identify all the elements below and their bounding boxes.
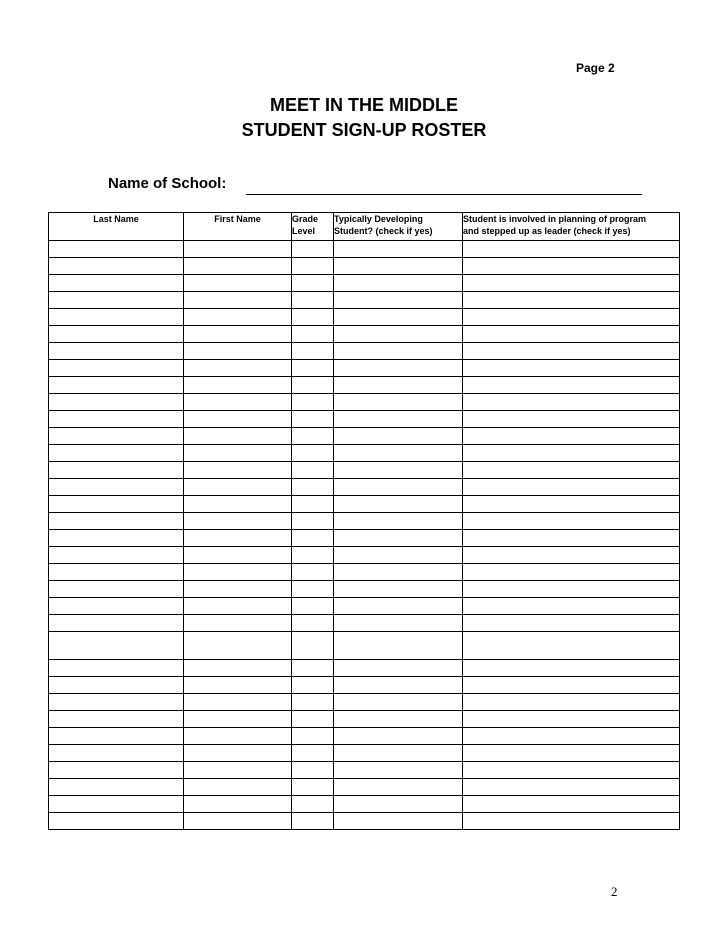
cell-grade-level[interactable] — [292, 779, 334, 796]
table-row — [49, 343, 680, 360]
cell-first-name[interactable] — [184, 513, 292, 530]
cell-typically-developing[interactable] — [334, 581, 463, 598]
cell-last-name[interactable] — [49, 530, 184, 547]
cell-first-name[interactable] — [184, 530, 292, 547]
cell-typically-developing[interactable] — [334, 598, 463, 615]
cell-first-name[interactable] — [184, 632, 292, 660]
cell-leader[interactable] — [463, 779, 680, 796]
table-row — [49, 275, 680, 292]
cell-typically-developing[interactable] — [334, 462, 463, 479]
cell-grade-level[interactable] — [292, 258, 334, 275]
cell-leader[interactable] — [463, 258, 680, 275]
cell-typically-developing[interactable] — [334, 762, 463, 779]
cell-first-name[interactable] — [184, 598, 292, 615]
cell-leader[interactable] — [463, 598, 680, 615]
cell-typically-developing[interactable] — [334, 377, 463, 394]
table-row — [49, 745, 680, 762]
cell-grade-level[interactable] — [292, 745, 334, 762]
cell-first-name[interactable] — [184, 241, 292, 258]
cell-typically-developing[interactable] — [334, 411, 463, 428]
cell-last-name[interactable] — [49, 564, 184, 581]
cell-grade-level[interactable] — [292, 530, 334, 547]
cell-grade-level[interactable] — [292, 813, 334, 830]
cell-first-name[interactable] — [184, 779, 292, 796]
cell-typically-developing[interactable] — [334, 779, 463, 796]
cell-last-name[interactable] — [49, 275, 184, 292]
cell-first-name[interactable] — [184, 326, 292, 343]
cell-first-name[interactable] — [184, 581, 292, 598]
cell-leader[interactable] — [463, 513, 680, 530]
cell-grade-level[interactable] — [292, 309, 334, 326]
cell-last-name[interactable] — [49, 598, 184, 615]
cell-first-name[interactable] — [184, 711, 292, 728]
header-grade-line-2: Level — [292, 226, 316, 236]
cell-last-name[interactable] — [49, 292, 184, 309]
cell-leader[interactable] — [463, 530, 680, 547]
cell-typically-developing[interactable] — [334, 530, 463, 547]
cell-typically-developing[interactable] — [334, 711, 463, 728]
cell-first-name[interactable] — [184, 796, 292, 813]
table-row — [49, 326, 680, 343]
header-grade-line-1: Grade — [292, 214, 319, 224]
cell-typically-developing[interactable] — [334, 428, 463, 445]
cell-grade-level[interactable] — [292, 728, 334, 745]
table-row — [49, 411, 680, 428]
cell-grade-level[interactable] — [292, 411, 334, 428]
header-last-name: Last Name — [49, 213, 184, 241]
cell-last-name[interactable] — [49, 694, 184, 711]
cell-leader[interactable] — [463, 428, 680, 445]
cell-grade-level[interactable] — [292, 513, 334, 530]
cell-grade-level[interactable] — [292, 479, 334, 496]
cell-last-name[interactable] — [49, 309, 184, 326]
cell-typically-developing[interactable] — [334, 632, 463, 660]
header-grade-level — [292, 213, 334, 241]
table-row — [49, 598, 680, 615]
cell-typically-developing[interactable] — [334, 360, 463, 377]
cell-leader[interactable] — [463, 796, 680, 813]
cell-first-name[interactable] — [184, 411, 292, 428]
cell-grade-level[interactable] — [292, 796, 334, 813]
cell-leader[interactable] — [463, 660, 680, 677]
table-row — [49, 694, 680, 711]
cell-first-name[interactable] — [184, 677, 292, 694]
cell-grade-level[interactable] — [292, 660, 334, 677]
cell-leader[interactable] — [463, 728, 680, 745]
cell-last-name[interactable] — [49, 326, 184, 343]
cell-grade-level[interactable] — [292, 677, 334, 694]
cell-first-name[interactable] — [184, 496, 292, 513]
header-typically-developing — [334, 213, 463, 241]
cell-last-name[interactable] — [49, 632, 184, 660]
cell-leader[interactable] — [463, 496, 680, 513]
cell-leader[interactable] — [463, 745, 680, 762]
cell-grade-level[interactable] — [292, 292, 334, 309]
cell-last-name[interactable] — [49, 394, 184, 411]
cell-leader[interactable] — [463, 411, 680, 428]
cell-last-name[interactable] — [49, 813, 184, 830]
cell-first-name[interactable] — [184, 813, 292, 830]
table-row — [49, 547, 680, 564]
cell-grade-level[interactable] — [292, 615, 334, 632]
cell-last-name[interactable] — [49, 660, 184, 677]
cell-leader[interactable] — [463, 241, 680, 258]
cell-leader[interactable] — [463, 394, 680, 411]
header-typical-line-1: Typically Developing — [334, 214, 423, 224]
cell-grade-level[interactable] — [292, 711, 334, 728]
cell-typically-developing[interactable] — [334, 343, 463, 360]
cell-first-name[interactable] — [184, 547, 292, 564]
cell-typically-developing[interactable] — [334, 813, 463, 830]
cell-leader[interactable] — [463, 377, 680, 394]
cell-first-name[interactable] — [184, 258, 292, 275]
cell-typically-developing[interactable] — [334, 745, 463, 762]
table-row — [49, 428, 680, 445]
cell-typically-developing[interactable] — [334, 513, 463, 530]
cell-last-name[interactable] — [49, 428, 184, 445]
cell-typically-developing[interactable] — [334, 496, 463, 513]
cell-grade-level[interactable] — [292, 275, 334, 292]
table-row — [49, 377, 680, 394]
cell-last-name[interactable] — [49, 762, 184, 779]
cell-grade-level[interactable] — [292, 377, 334, 394]
header-first-name: First Name — [184, 213, 292, 241]
cell-first-name[interactable] — [184, 377, 292, 394]
cell-first-name[interactable] — [184, 292, 292, 309]
footer-page-number: 2 — [611, 884, 618, 899]
cell-last-name[interactable] — [49, 547, 184, 564]
cell-first-name[interactable] — [184, 479, 292, 496]
cell-typically-developing[interactable] — [334, 728, 463, 745]
cell-grade-level[interactable] — [292, 343, 334, 360]
header-leader — [463, 213, 680, 241]
cell-typically-developing[interactable] — [334, 275, 463, 292]
cell-first-name[interactable] — [184, 309, 292, 326]
table-row — [49, 779, 680, 796]
cell-leader[interactable] — [463, 564, 680, 581]
table-row — [49, 632, 680, 660]
table-row — [49, 462, 680, 479]
cell-leader[interactable] — [463, 343, 680, 360]
table-row — [49, 445, 680, 462]
cell-grade-level[interactable] — [292, 326, 334, 343]
cell-typically-developing[interactable] — [334, 564, 463, 581]
cell-grade-level[interactable] — [292, 632, 334, 660]
cell-typically-developing[interactable] — [334, 677, 463, 694]
cell-last-name[interactable] — [49, 728, 184, 745]
header-typical-line-2: Student? (check if yes) — [334, 226, 433, 236]
cell-last-name[interactable] — [49, 258, 184, 275]
roster-table — [48, 212, 680, 830]
cell-last-name[interactable] — [49, 615, 184, 632]
cell-typically-developing[interactable] — [334, 258, 463, 275]
cell-leader[interactable] — [463, 813, 680, 830]
cell-typically-developing[interactable] — [334, 660, 463, 677]
table-row — [49, 711, 680, 728]
cell-last-name[interactable] — [49, 411, 184, 428]
title-line-1: MEET IN THE MIDDLE — [270, 95, 458, 115]
table-row — [49, 292, 680, 309]
title-line-2: STUDENT SIGN-UP ROSTER — [241, 120, 487, 140]
cell-grade-level[interactable] — [292, 241, 334, 258]
cell-typically-developing[interactable] — [334, 479, 463, 496]
cell-last-name[interactable] — [49, 377, 184, 394]
cell-typically-developing[interactable] — [334, 615, 463, 632]
cell-leader[interactable] — [463, 309, 680, 326]
table-row — [49, 813, 680, 830]
cell-first-name[interactable] — [184, 360, 292, 377]
cell-first-name[interactable] — [184, 745, 292, 762]
header-leader-line-1: Student is involved in planning of program — [463, 214, 647, 224]
cell-leader[interactable] — [463, 360, 680, 377]
cell-last-name[interactable] — [49, 677, 184, 694]
table-row — [49, 241, 680, 258]
cell-grade-level[interactable] — [292, 762, 334, 779]
table-row — [49, 496, 680, 513]
table-row — [49, 728, 680, 745]
table-row — [49, 581, 680, 598]
table-row — [49, 762, 680, 779]
cell-last-name[interactable] — [49, 445, 184, 462]
cell-typically-developing[interactable] — [334, 309, 463, 326]
cell-grade-level[interactable] — [292, 496, 334, 513]
cell-last-name[interactable] — [49, 581, 184, 598]
cell-typically-developing[interactable] — [334, 796, 463, 813]
table-row — [49, 258, 680, 275]
cell-leader[interactable] — [463, 462, 680, 479]
header-leader-line-2: and stepped up as leader (check if yes) — [463, 226, 631, 236]
cell-leader[interactable] — [463, 479, 680, 496]
cell-last-name[interactable] — [49, 745, 184, 762]
page-label: Page 2 — [576, 61, 615, 75]
cell-first-name[interactable] — [184, 394, 292, 411]
table-row — [49, 530, 680, 547]
cell-first-name[interactable] — [184, 564, 292, 581]
cell-leader[interactable] — [463, 581, 680, 598]
cell-grade-level[interactable] — [292, 428, 334, 445]
cell-last-name[interactable] — [49, 462, 184, 479]
cell-typically-developing[interactable] — [334, 394, 463, 411]
cell-grade-level[interactable] — [292, 547, 334, 564]
cell-leader[interactable] — [463, 326, 680, 343]
cell-grade-level[interactable] — [292, 462, 334, 479]
table-row — [49, 394, 680, 411]
cell-grade-level[interactable] — [292, 394, 334, 411]
cell-first-name[interactable] — [184, 728, 292, 745]
cell-leader[interactable] — [463, 711, 680, 728]
cell-last-name[interactable] — [49, 241, 184, 258]
cell-grade-level[interactable] — [292, 564, 334, 581]
table-row — [49, 564, 680, 581]
roster-body — [49, 241, 680, 830]
table-row — [49, 796, 680, 813]
school-name-field[interactable] — [246, 194, 642, 195]
school-name-label: Name of School: — [108, 175, 227, 192]
table-row — [49, 677, 680, 694]
cell-grade-level[interactable] — [292, 581, 334, 598]
cell-leader[interactable] — [463, 694, 680, 711]
cell-last-name[interactable] — [49, 360, 184, 377]
cell-typically-developing[interactable] — [334, 547, 463, 564]
cell-typically-developing[interactable] — [334, 326, 463, 343]
cell-typically-developing[interactable] — [334, 292, 463, 309]
cell-first-name[interactable] — [184, 762, 292, 779]
cell-leader[interactable] — [463, 292, 680, 309]
cell-typically-developing[interactable] — [334, 694, 463, 711]
cell-last-name[interactable] — [49, 711, 184, 728]
cell-last-name[interactable] — [49, 496, 184, 513]
cell-typically-developing[interactable] — [334, 241, 463, 258]
cell-first-name[interactable] — [184, 462, 292, 479]
cell-last-name[interactable] — [49, 479, 184, 496]
table-row — [49, 479, 680, 496]
cell-first-name[interactable] — [184, 694, 292, 711]
cell-first-name[interactable] — [184, 275, 292, 292]
cell-leader[interactable] — [463, 677, 680, 694]
cell-first-name[interactable] — [184, 445, 292, 462]
cell-leader[interactable] — [463, 547, 680, 564]
cell-grade-level[interactable] — [292, 598, 334, 615]
table-row — [49, 615, 680, 632]
cell-first-name[interactable] — [184, 343, 292, 360]
cell-grade-level[interactable] — [292, 445, 334, 462]
cell-grade-level[interactable] — [292, 360, 334, 377]
table-row — [49, 513, 680, 530]
table-row — [49, 309, 680, 326]
cell-typically-developing[interactable] — [334, 445, 463, 462]
table-row — [49, 660, 680, 677]
cell-last-name[interactable] — [49, 796, 184, 813]
cell-first-name[interactable] — [184, 615, 292, 632]
cell-last-name[interactable] — [49, 513, 184, 530]
cell-leader[interactable] — [463, 445, 680, 462]
cell-leader[interactable] — [463, 275, 680, 292]
cell-first-name[interactable] — [184, 428, 292, 445]
cell-first-name[interactable] — [184, 660, 292, 677]
cell-leader[interactable] — [463, 632, 680, 660]
table-row — [49, 360, 680, 377]
cell-last-name[interactable] — [49, 343, 184, 360]
cell-last-name[interactable] — [49, 779, 184, 796]
cell-grade-level[interactable] — [292, 694, 334, 711]
cell-leader[interactable] — [463, 615, 680, 632]
cell-leader[interactable] — [463, 762, 680, 779]
header-row — [49, 213, 680, 241]
